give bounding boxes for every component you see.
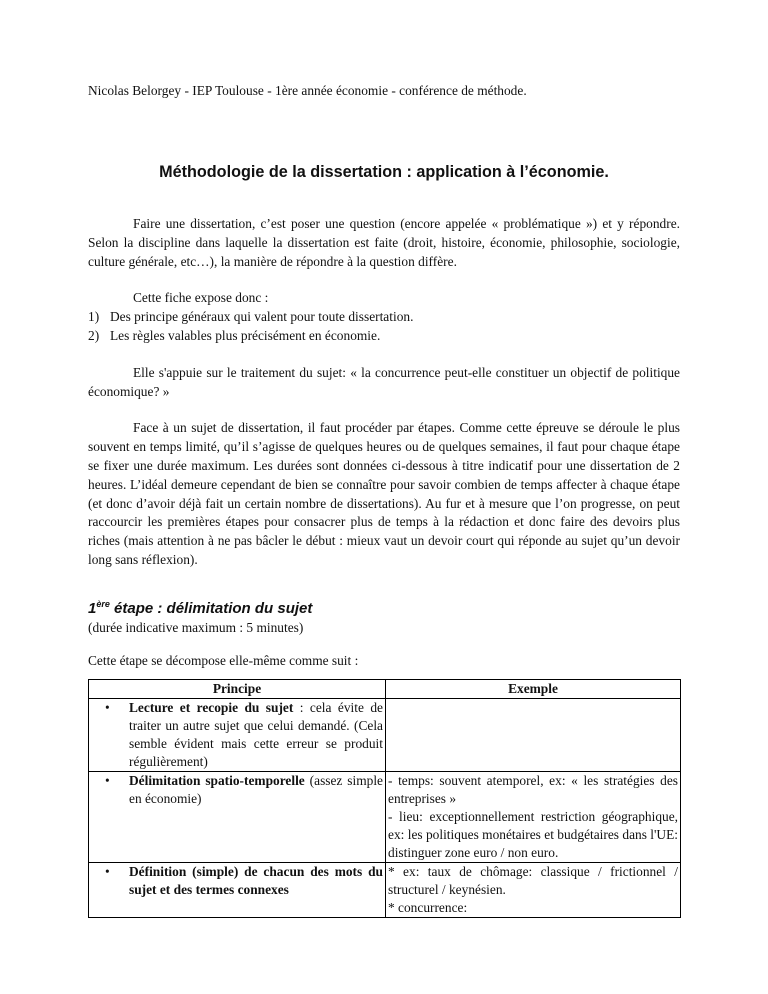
- principe-bold: Lecture et recopie du sujet: [129, 700, 294, 716]
- steps-paragraph: Face à un sujet de dissertation, il faut procéder par étapes. Comme cette épreuve se déroule le plus souvent en temps limité, qu’il s’agisse de quelques heures ou de quelques semaines, il faut pour chaque étape se fixer une durée maximum. Les durées sont données ci-dessous à titre indicatif pour une dissertation de 2 heures. L’idéal demeure cependant de bien se connaître pour savoir combien de temps affecter à chaque étape (et donc d’avoir déjà fait un certain nombre de dissertations). Au fur et à mesure que l’on progresse, on peut raccourcir les premières étapes pour consacrer plus de temps à la rédaction et donc faire des devoirs plus riches (mais attention à ne pas bâcler le début : mieux vaut un devoir court qui réponde au sujet qu’un devoir long sans réflexion).: [88, 420, 680, 567]
- principe-text: (assez simple en économie): [129, 773, 383, 807]
- plan-item: [88, 308, 680, 327]
- plan-item-number: 2): [88, 327, 100, 343]
- method-table: [88, 679, 681, 918]
- plan-item-text: Les règles valables plus précisément en économie.: [110, 327, 381, 343]
- plan-list: [88, 308, 680, 346]
- plan-intro: Cette fiche expose donc :: [133, 290, 269, 306]
- principe-cell: [89, 772, 386, 863]
- plan-item: [88, 327, 680, 346]
- column-header-principe: Principe: [89, 680, 386, 699]
- subject-paragraph: Elle s'appuie sur le traitement du sujet: « la concurrence peut-elle constituer un objectif de politique économique? »: [88, 364, 680, 399]
- exemple-cell: [386, 863, 681, 918]
- step-number: 1: [88, 599, 97, 617]
- example-line: - lieu: exceptionnellement restriction géographique, ex: les politiques monétaires et budgétaires dans l'UE: distinguer zone euro / non euro.: [388, 809, 678, 861]
- step-1-duration: (durée indicative maximum : 5 minutes): [88, 619, 304, 635]
- example-line: - temps: souvent atemporel, ex: « les stratégies des entreprises »: [388, 773, 678, 807]
- table-header-row: [89, 680, 681, 699]
- bullet-icon: •: [105, 864, 110, 880]
- example-line: * concurrence:: [388, 900, 468, 916]
- step-heading-text: étape : délimitation du sujet: [109, 599, 313, 617]
- intro-paragraph: Faire une dissertation, c’est poser une question (encore appelée « problématique ») et y répondre. Selon la discipline dans laquelle la dissertation est faite (droit, histoire, économie, philosophie, sociologie, culture générale, etc…), la manière de répondre à la question diffère.: [88, 216, 680, 269]
- principe-cell: [89, 699, 386, 772]
- step-ordinal-suffix: ère: [96, 598, 110, 609]
- bullet-icon: •: [105, 700, 110, 716]
- principe-cell: [89, 863, 386, 918]
- principe-text: : cela évite de traiter un autre sujet que celui demandé. (Cela semble évident mais cette erreur se produit régulièrement): [129, 700, 383, 770]
- bullet-icon: •: [105, 773, 110, 789]
- exemple-cell: [386, 772, 681, 863]
- table-row: [89, 863, 681, 918]
- table-row: [89, 772, 681, 863]
- step-1-decomposition: Cette étape se décompose elle-même comme suit :: [88, 652, 359, 668]
- exemple-cell: [386, 699, 681, 772]
- plan-item-text: Des principe généraux qui valent pour toute dissertation.: [110, 309, 414, 325]
- principe-bold: Définition (simple) de chacun des mots du sujet et des termes connexes: [129, 864, 383, 898]
- plan-item-number: 1): [88, 309, 100, 325]
- table-row: [89, 699, 681, 772]
- principe-bold: Délimitation spatio-temporelle: [129, 773, 305, 789]
- example-line: * ex: taux de chômage: classique / frictionnel / structurel / keynésien.: [388, 864, 678, 898]
- page-header: Nicolas Belorgey - IEP Toulouse - 1ère année économie - conférence de méthode.: [88, 83, 527, 98]
- step-1-heading: [88, 594, 680, 619]
- column-header-exemple: Exemple: [386, 680, 681, 699]
- document-body: [88, 215, 680, 918]
- document-title: Méthodologie de la dissertation : application à l’économie.: [159, 163, 609, 181]
